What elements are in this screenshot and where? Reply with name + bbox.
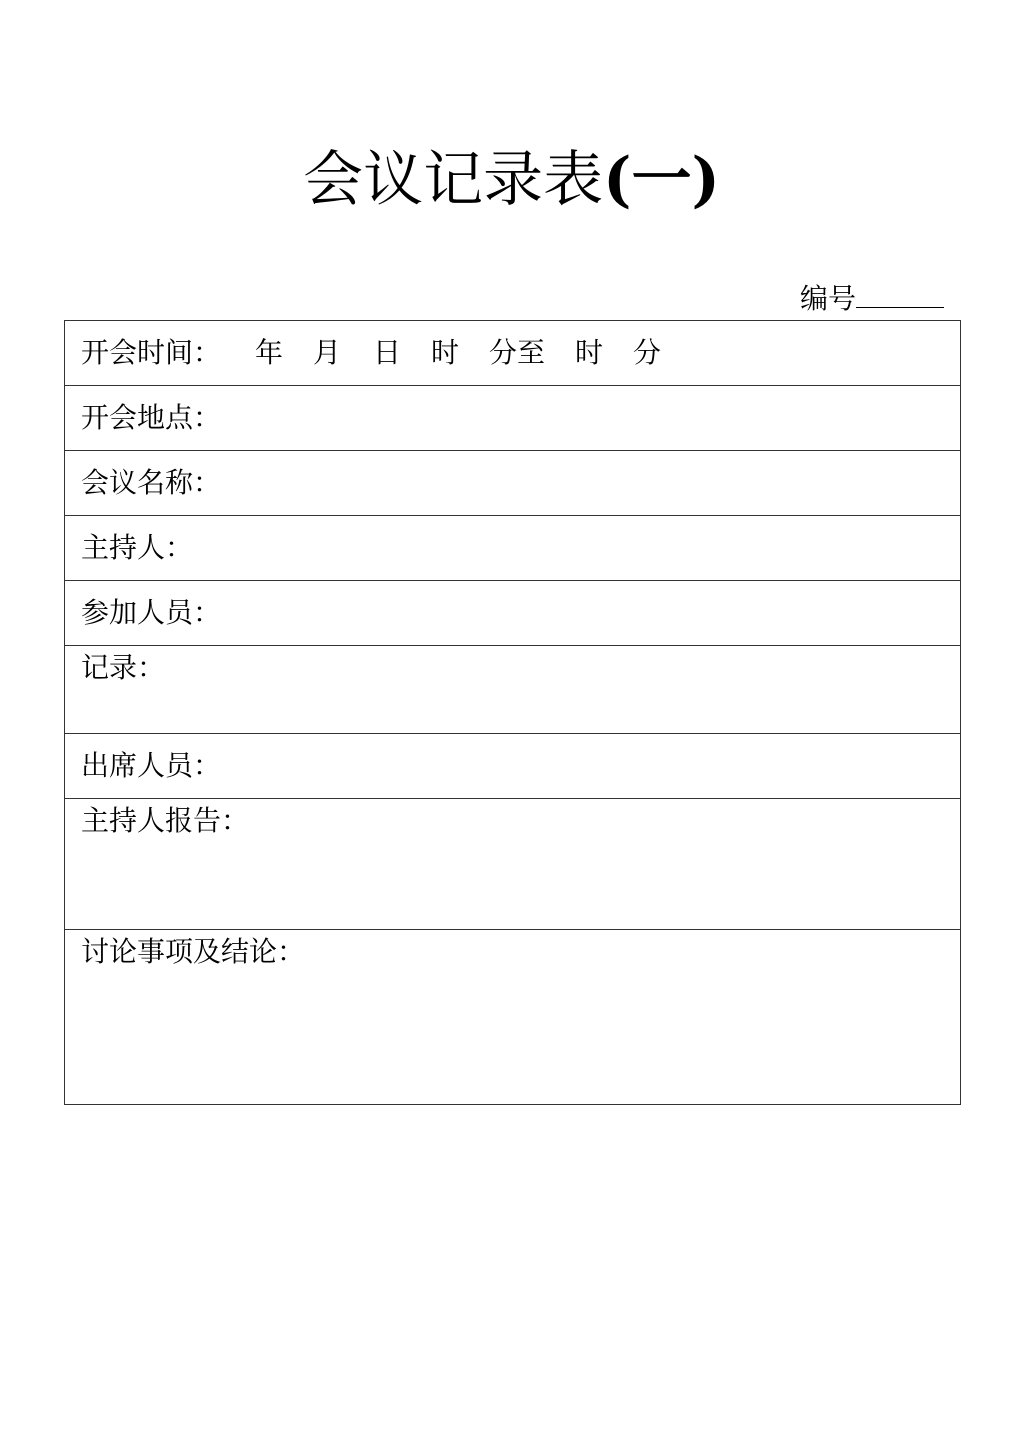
meeting-time-label: 开会时间：: [81, 336, 222, 369]
serial-number: [800, 281, 944, 317]
time-minute-end: 分: [633, 336, 662, 369]
time-month: 月: [313, 336, 342, 369]
meeting-place-label: 开会地点：: [81, 401, 222, 434]
row-meeting-place[interactable]: [65, 386, 960, 451]
serial-blank[interactable]: [856, 281, 944, 308]
title-main: 会议记录表: [303, 145, 604, 215]
row-meeting-name[interactable]: [65, 451, 960, 516]
host-label: 主持人：: [81, 531, 194, 564]
row-recorder[interactable]: [65, 646, 960, 734]
discussion-label: 讨论事项及结论：: [81, 935, 306, 968]
time-minute-to: 分至: [489, 336, 546, 369]
row-meeting-time[interactable]: [65, 321, 960, 386]
participants-label: 参加人员：: [81, 596, 222, 629]
row-attendees[interactable]: [65, 734, 960, 799]
serial-label: 编号: [800, 282, 857, 315]
time-hour: 时: [431, 336, 460, 369]
host-report-label: 主持人报告：: [81, 804, 250, 837]
row-participants[interactable]: [65, 581, 960, 646]
attendees-label: 出席人员：: [81, 749, 222, 782]
recorder-label: 记录：: [81, 651, 166, 684]
meeting-record-table: [64, 320, 961, 1105]
row-discussion[interactable]: [65, 930, 960, 1104]
meeting-name-label: 会议名称：: [81, 466, 222, 499]
time-day: 日: [373, 336, 402, 369]
time-year: 年: [255, 336, 284, 369]
row-host[interactable]: [65, 516, 960, 581]
title-suffix: (一): [603, 145, 720, 215]
time-hour-end: 时: [575, 336, 604, 369]
page-title: [0, 140, 1023, 220]
row-host-report[interactable]: [65, 799, 960, 930]
